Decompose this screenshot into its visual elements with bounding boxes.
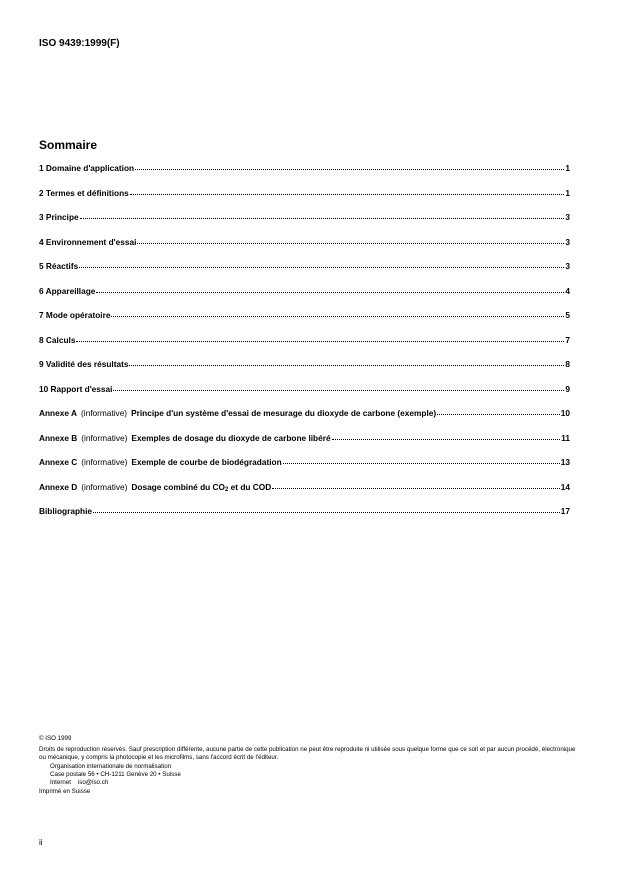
toc-entry-page: 3 [565, 212, 570, 222]
annex-note: (informative) [81, 457, 128, 467]
toc-entry-4[interactable] [39, 237, 570, 262]
toc-entry-page: 4 [565, 285, 570, 296]
annex-prefix: Annexe B [39, 432, 78, 443]
dot-leader [283, 463, 560, 464]
toc-entry-label: 9 Validité des résultats [39, 359, 129, 369]
annex-prefix: Annexe A [39, 408, 77, 418]
annex-prefix: Annexe D [39, 481, 78, 492]
document-header: ISO 9439:1999(F) [39, 38, 120, 49]
toc-entry-page: 3 [565, 236, 570, 247]
internet-contact [39, 779, 579, 787]
toc-entry-5[interactable] [39, 261, 570, 286]
toc-entry-7[interactable] [39, 310, 570, 335]
toc-entry-1[interactable] [39, 163, 570, 188]
annex-note: (informative) [81, 432, 128, 443]
subscript: 2 [224, 486, 229, 493]
organization-name: Organisation internationale de normalisation [50, 762, 172, 770]
dot-leader [80, 218, 565, 219]
dot-leader [332, 439, 561, 440]
email-link[interactable]: iso@iso.ch [77, 779, 109, 787]
toc-entry-label: 4 Environnement d'essai [39, 236, 137, 247]
toc-entry-page: 11 [561, 432, 570, 443]
dot-leader [93, 512, 560, 513]
annex-title: Exemples de dosage du dioxyde de carbone libéré [131, 432, 331, 443]
annex-prefix: Annexe C [39, 457, 78, 467]
annex-title: Exemple de courbe de biodégradation [131, 457, 282, 467]
toc-entry-page: 17 [560, 506, 570, 516]
internet-label: Internet [50, 779, 71, 787]
toc-bibliography[interactable] [39, 506, 570, 531]
annex-title: Principe d'un système d'essai de mesurage du dioxyde de carbone (exemple) [131, 408, 437, 418]
toc-entry-page: 13 [560, 457, 570, 467]
toc-title: Sommaire [39, 138, 98, 152]
page-number: ii [39, 838, 43, 847]
toc-entry-2[interactable] [39, 188, 570, 213]
toc-entry-label: 2 Termes et définitions [39, 187, 129, 198]
toc-entry-label: 6 Appareillage [39, 285, 96, 296]
toc-entry-page: 14 [560, 481, 570, 492]
dot-leader [113, 390, 564, 391]
dot-leader [130, 194, 565, 195]
toc-entry-page: 1 [565, 187, 570, 198]
toc-entry-label: 8 Calculs [39, 334, 76, 345]
toc-entry-8[interactable] [39, 335, 570, 360]
toc-entry-page: 10 [560, 408, 570, 418]
toc-annex-d[interactable] [39, 482, 570, 507]
dot-leader [135, 169, 564, 170]
toc-entry-page: 1 [565, 163, 570, 173]
dot-leader [76, 341, 564, 342]
printed-in: Imprimé en Suisse [39, 788, 91, 796]
dot-leader [272, 488, 560, 489]
dot-leader [137, 243, 564, 244]
copyright-footer [39, 735, 579, 796]
toc-annex-a[interactable] [39, 408, 570, 433]
annex-title [131, 482, 271, 492]
dot-leader [96, 292, 564, 293]
toc-annex-c[interactable] [39, 457, 570, 482]
dot-leader [111, 316, 564, 317]
toc-entry-label: 10 Rapport d'essai [39, 383, 113, 394]
dot-leader [129, 365, 564, 366]
copyright-line: © ISO 1999 [39, 735, 72, 742]
toc-entry-page: 8 [565, 359, 570, 369]
dot-leader [79, 267, 564, 268]
toc-entry-label: 1 Domaine d'application [39, 163, 135, 173]
toc-entry-10[interactable] [39, 384, 570, 409]
annex-title-part: et du COD [228, 481, 272, 492]
toc-entry-label: 7 Mode opératoire [39, 310, 111, 320]
toc-entry-page: 3 [565, 261, 570, 271]
toc-annex-b[interactable] [39, 433, 570, 458]
annex-title-part: Dosage combiné du CO [131, 481, 225, 492]
postal-address: Case postale 56 • CH-1211 Genève 20 • Suisse [50, 770, 181, 778]
toc-entry-page: 7 [565, 334, 570, 345]
toc-entry-page: 5 [565, 310, 570, 320]
dot-leader [437, 414, 560, 415]
annex-note: (informative) [81, 481, 128, 492]
table-of-contents [39, 163, 570, 531]
toc-entry-page: 9 [565, 383, 570, 394]
toc-entry-label: 3 Principe [39, 212, 79, 222]
toc-entry-9[interactable] [39, 359, 570, 384]
toc-entry-6[interactable] [39, 286, 570, 311]
toc-entry-label: 5 Réactifs [39, 261, 79, 271]
toc-entry-3[interactable] [39, 212, 570, 237]
annex-note: (informative) [80, 408, 128, 418]
rights-notice: Droits de reproduction réservés. Sauf prescription différente, aucune partie de cette publication ne peut être reproduite ni utilisée sous quelque forme que ce soit et par aucun procédé, électronique ou mécanique, y compris la photocopie et les microfilms, sans l'accord écrit de l'éditeur. [39, 746, 576, 762]
toc-entry-label: Bibliographie [39, 506, 93, 516]
